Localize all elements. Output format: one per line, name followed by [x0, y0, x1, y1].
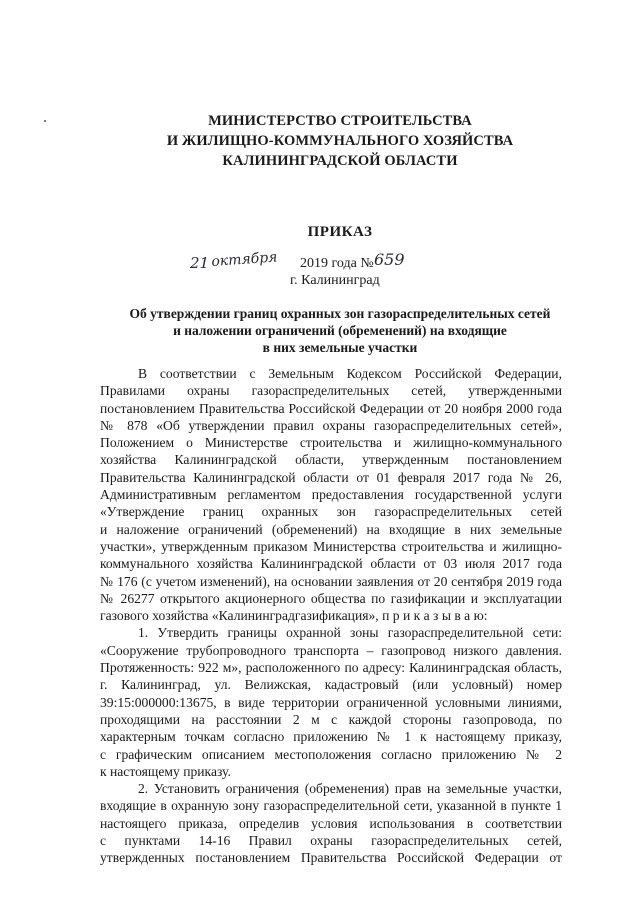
- body-line: № 176 (с учетом изменений), на основании заявления от 20 сентября 2019 года: [100, 573, 562, 589]
- body-line: г. Калининград, ул. Велижская, кадастровый (или условный) номер: [100, 677, 562, 693]
- body-line: входящие в охранную зону газораспределительной сети, указанной в пункте 1: [100, 798, 562, 814]
- body-line: характерным точкам согласно приложению № 1 к настоящему приказу,: [100, 729, 562, 745]
- body-line: 2. Установить ограничения (обременения) прав на земельные участки,: [138, 781, 562, 797]
- ministry-line: КАЛИНИНГРАДСКОЙ ОБЛАСТИ: [222, 153, 458, 169]
- scan-speck: [44, 120, 46, 122]
- body-line: Правилами охраны газораспределительных сетей, утвержденными: [100, 383, 562, 399]
- body-line: «Утверждение границ охранных зон газораспределительных сетей: [100, 504, 562, 520]
- body-line: проходящими на расстоянии 2 м с каждой стороны газопровода, по: [100, 711, 562, 727]
- order-city: г. Калининград: [290, 273, 380, 288]
- body-line: утвержденных постановлением Правительства Российской Федерации от: [100, 850, 562, 866]
- body-line: 39:15:000000:13675, в виде территории ограниченной условными линиями,: [100, 694, 562, 710]
- body-line: с пунктами 14-16 Правил охраны газораспределительных сетей,: [100, 833, 562, 849]
- body-line: Протяженность: 922 м», расположенного по адресу: Калининградская область,: [100, 660, 562, 676]
- ministry-line: МИНИСТЕРСТВО СТРОИТЕЛЬСТВА: [208, 113, 472, 129]
- body-line: газового хозяйства «Калининградгазификация», п р и к а з ы в а ю:: [100, 608, 488, 624]
- body-line: № 878 «Об утверждении правил охраны газораспределительных сетей»,: [100, 417, 562, 433]
- body-line: Правительства Калининградской области от 01 февраля 2017 года № 26,: [100, 469, 562, 485]
- body-line: Положением о Министерстве строительства и жилищно-коммунального: [100, 435, 562, 451]
- body-line: участки», утвержденным приказом Министерства строительства и жилищно-: [100, 538, 562, 554]
- body-line: № 26277 открытого акционерного общества по газификации и эксплуатации: [100, 590, 562, 606]
- body-line: «Сооружение трубопроводного транспорта – газопровод низкого давления.: [100, 642, 562, 658]
- ministry-header: [150, 111, 530, 171]
- body-line: хозяйства Калининградской области, утвержденным постановлением: [100, 452, 562, 468]
- body-line: постановлением Правительства Российской Федерации от 20 ноября 2000 года: [100, 400, 562, 416]
- ministry-line: И ЖИЛИЩНО-КОММУНАЛЬНОГО ХОЗЯЙСТВА: [166, 133, 514, 149]
- body-line: к настоящему приказу.: [100, 763, 231, 779]
- order-body: [100, 365, 562, 867]
- body-line: с графическим описанием местоположения согласно приложению № 2: [100, 746, 562, 762]
- title-line: в них земельные участки: [262, 340, 418, 355]
- handwritten-day: 21: [190, 254, 210, 272]
- title-line: Об утверждении границ охранных зон газораспределительных сетей: [129, 306, 551, 321]
- body-line: настоящего приказа, определив условия использования в соответствии: [100, 815, 562, 831]
- body-line: и наложение ограничений (обременений) на входящие в них земельные: [100, 521, 562, 537]
- handwritten-month: октября: [210, 249, 278, 270]
- handwritten-order-number: 659: [374, 250, 405, 269]
- title-line: и наложении ограничений (обременений) на входящие: [173, 323, 507, 338]
- body-line: 1. Утвердить границы охранной зоны газораспределительной сети:: [138, 625, 562, 641]
- order-year: 2019 года №: [300, 256, 374, 271]
- body-line: коммунального хозяйства Калининградской области от 03 июля 2017 года: [100, 556, 562, 572]
- order-heading: ПРИКАЗ: [307, 224, 373, 240]
- body-line: Административным регламентом предоставления государственной услуги: [100, 487, 562, 503]
- body-line: В соответствии с Земельным Кодексом Российской Федерации,: [138, 366, 562, 381]
- order-title: [112, 305, 568, 356]
